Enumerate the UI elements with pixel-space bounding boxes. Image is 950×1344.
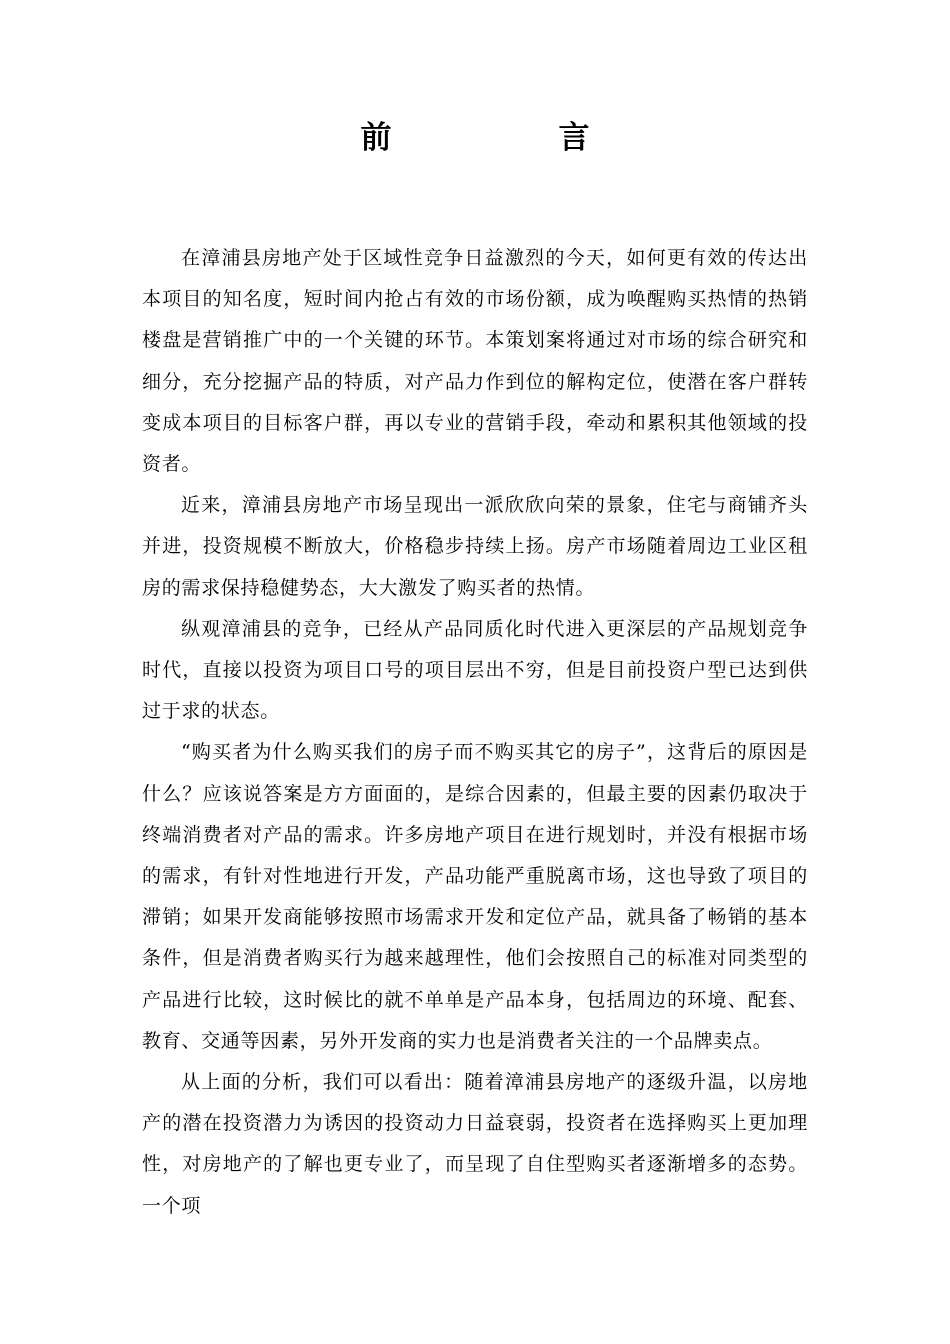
paragraph-3: 纵观漳浦县的竞争，已经从产品同质化时代进入更深层的产品规划竞争时代，直接以投资为项目口号的项目层出不穷，但是目前投资户型已达到供过于求的状态。 <box>142 617 808 723</box>
paragraph-2: 近来，漳浦县房地产市场呈现出一派欣欣向荣的景象，住宅与商铺齐头并进，投资规模不断放大，价格稳步持续上扬。房产市场随着周边工业区租房的需求保持稳健势态，大大激发了购买者的热情。 <box>142 494 808 599</box>
paragraph-4: “购买者为什么购买我们的房子而不购买其它的房子”，这背后的原因是什么？应该说答案是方方面面的，是综合因素的，但最主要的因素仍取决于终端消费者对产品的需求。许多房地产项目在进行规划时，并没有根据市场的需求，有针对性地进行开发，产品功能严重脱离市场，这也导致了项目的滞销；如果开发商能够按照市场需求开发和定位产品，就具备了畅销的基本条件，但是消费者购买行为越来越理性，他们会按照自己的标准对同类型的产品进行比较，这时候比的就不单单是产品本身，包括周边的环境、配套、教育、交通等因素，另外开发商的实力也是消费者关注的一个品牌卖点。 <box>142 741 808 1052</box>
paragraph-1: 在漳浦县房地产处于区域性竞争日益激烈的今天，如何更有效的传达出本项目的知名度，短时间内抢占有效的市场份额，成为唤醒购买热情的热销楼盘是营销推广中的一个关键的环节。本策划案将通过对市场的综合研究和细分，充分挖掘产品的特质，对产品力作到位的解构定位，使潜在客户群转变成本项目的目标客户群，再以专业的营销手段，牵动和累积其他领域的投资者。 <box>142 247 808 476</box>
page-title: 前 言 <box>360 120 658 156</box>
body-text <box>142 238 808 1227</box>
paragraph-5: 从上面的分析，我们可以看出：随着漳浦县房地产的逐级升温，以房地产的潜在投资潜力为诱因的投资动力日益衰弱，投资者在选择购买上更加理性，对房地产的了解也更专业了，而呈现了自住型购买者逐渐增多的态势。一个项 <box>142 1071 808 1217</box>
